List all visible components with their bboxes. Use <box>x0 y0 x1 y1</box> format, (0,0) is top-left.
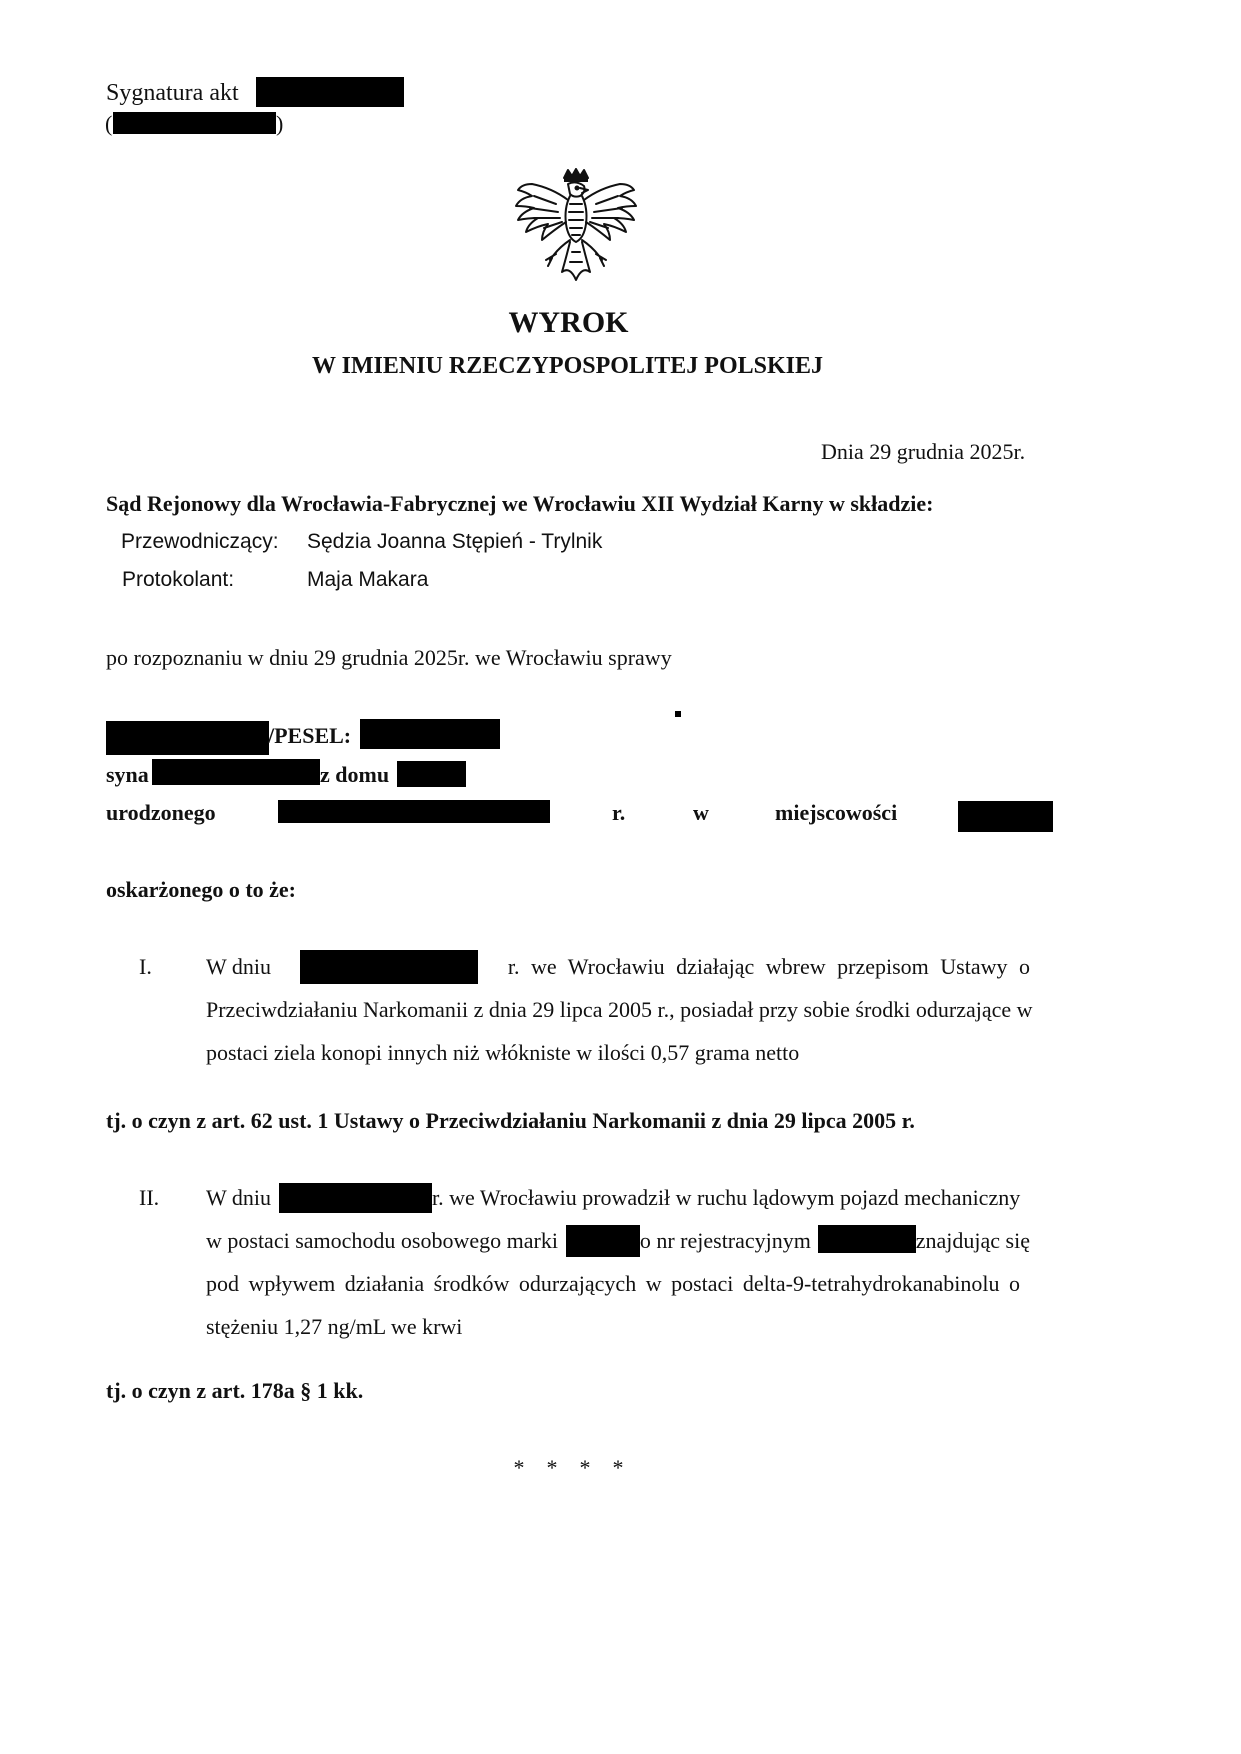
charge-1-line-1-rest: r. we Wrocławiu działając wbrew przepisom Ustawy o <box>507 954 1030 979</box>
charge-1-line-3: postaci ziela konopi innych niż włókniste w ilości 0,57 grama netto <box>206 1040 800 1065</box>
chair-value: Sędzia Joanna Stępień - Trylnik <box>307 530 603 553</box>
maiden-label: z domu <box>320 762 390 787</box>
born-label: urodzonego <box>106 800 216 825</box>
redacted-pesel <box>360 719 500 749</box>
accused-label: oskarżonego o to że: <box>106 877 297 902</box>
judgment-title: WYROK <box>508 306 629 339</box>
charge-2-text <box>206 1176 1030 1348</box>
redacted-defendant-name <box>106 721 269 755</box>
redacted-charge-1-date <box>300 950 478 984</box>
charge-1-line-1 <box>206 945 1030 988</box>
charge-2-numeral: II. <box>139 1185 160 1210</box>
clerk-value: Maja Makara <box>307 568 429 591</box>
charge-2-line-2-rest: znajdując się <box>915 1228 1030 1253</box>
charge-2-date-label: W dniu <box>206 1185 271 1210</box>
judgment-date: Dnia 29 grudnia 2025r. <box>821 439 1026 464</box>
paren-close: ) <box>276 111 284 136</box>
charge-1-line-2: Przeciwdziałaniu Narkomanii z dnia 29 lipca 2005 r., posiadał przy sobie środki odurzające w <box>206 997 1033 1022</box>
chair-label: Przewodniczący: <box>121 530 279 553</box>
son-label: syna <box>106 762 149 787</box>
redacted-charge-2-date <box>279 1183 432 1213</box>
clerk-label: Protokolant: <box>122 568 235 591</box>
court-line: Sąd Rejonowy dla Wrocławia-Fabrycznej we Wrocławiu XII Wydział Karny w składzie: <box>106 491 934 516</box>
paren-open: ( <box>105 111 113 136</box>
case-signature-label: Sygnatura akt <box>106 80 239 106</box>
redacted-father-name <box>152 759 320 785</box>
redacted-case-number <box>256 77 404 107</box>
charge-2-line-2 <box>206 1219 1030 1262</box>
redacted-registration-number <box>818 1225 916 1253</box>
charge-2-qualification: tj. o czyn z art. 178a § 1 kk. <box>106 1378 364 1403</box>
redacted-vehicle-make <box>566 1225 640 1257</box>
charge-2-line-4: stężeniu 1,27 ng/mL we krwi <box>206 1314 463 1339</box>
charge-2-plate-label: o nr rejestracyjnym <box>639 1228 811 1253</box>
born-r-label: r. <box>612 800 626 825</box>
judgment-subtitle: W IMIENIU RZECZYPOSPOLITEJ POLSKIEJ <box>312 353 823 379</box>
redacted-case-reference <box>113 112 276 134</box>
charge-2-line-3: pod wpływem działania środków odurzających w postaci delta-9-tetrahydrokanabinolu o <box>206 1271 1020 1296</box>
charge-1-qualification: tj. o czyn z art. 62 ust. 1 Ustawy o Przeciwdziałaniu Narkomanii z dnia 29 lipca 2005 r. <box>106 1108 915 1133</box>
redacted-birth-date <box>278 800 550 823</box>
charge-1-numeral: I. <box>139 954 152 979</box>
redacted-birthplace <box>958 801 1053 832</box>
proceedings-line: po rozpoznaniu w dniu 29 grudnia 2025r. we Wrocławiu sprawy <box>106 645 672 670</box>
pesel-label: /PESEL: <box>268 723 352 748</box>
section-separator: * * * * <box>513 1455 624 1480</box>
charge-1-date-label: W dniu <box>206 954 271 979</box>
redacted-mother-maiden-name <box>397 761 466 787</box>
small-mark <box>675 711 681 717</box>
polish-eagle-emblem-icon <box>512 168 640 293</box>
charge-2-make-label: w postaci samochodu osobowego marki <box>206 1228 558 1253</box>
charge-2-line-1-rest: r. we Wrocławiu prowadził w ruchu lądowym pojazd mechaniczny <box>431 1185 1021 1210</box>
birthplace-label: miejscowości <box>775 800 898 825</box>
born-w-label: w <box>693 800 709 825</box>
charge-1-text <box>206 945 1033 1074</box>
charge-2-line-1 <box>206 1176 1030 1219</box>
